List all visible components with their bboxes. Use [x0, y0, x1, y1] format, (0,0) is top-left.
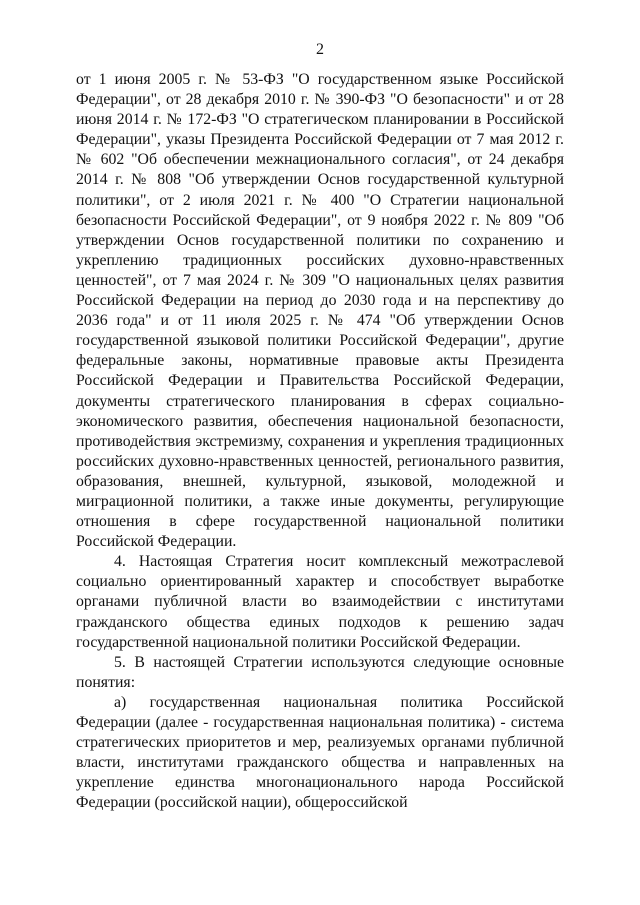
paragraph-legal-basis: от 1 июня 2005 г. № 53-ФЗ "О государственном языке Российской Федерации", от 28 декабря 2010 г. № 390-ФЗ "О безопасности" и от 28 июня 2014 г. № 172-ФЗ "О стратегическом планировании в Российской Федерации", указы Президента Российской Федерации от 7 мая 2012 г. № 602 "Об обеспечении межнационального согласия", от 24 декабря 2014 г. № 808 "Об утверждении Основ государственной культурной политики", от 2 июля 2021 г. № 400 "О Стратегии национальной безопасности Российской Федерации", от 9 ноября 2022 г. № 809 "Об утверждении Основ государственной политики по сохранению и укреплению традиционных российских духовно-нравственных ценностей", от 7 мая 2024 г. № 309 "О национальных целях развития Российской Федерации на период до 2030 года и на перспективу до 2036 года" и от 11 июля 2025 г. № 474 "Об утверждении Основ государственной языковой политики Российской Федерации", другие федеральные законы, нормативные правовые акты Президента Российской Федерации и Правительства Российской Федерации, документы стратегического планирования в сферах социально-экономического развития, обеспечения национальной безопасности, противодействия экстремизму, сохранения и укрепления традиционных российских духовно-нравственных ценностей, регионального развития, образования, внешней, культурной, языковой, молодежной и миграционной политики, а также иные документы, регулирующие отношения в сфере государственной национальной политики Российской Федерации.: [76, 71, 564, 551]
paragraph-item-5: 5. В настоящей Стратегии используются следующие основные понятия:: [76, 653, 564, 691]
document-body: [76, 70, 564, 813]
paragraph-item-5a: а) государственная национальная политика Российской Федерации (далее - государственная национальная политика) - система стратегических приоритетов и мер, реализуемых органами публичной власти, институтами гражданского общества и направленных на укрепление единства многонационального народа Российской Федерации (российской нации), общероссийской: [76, 693, 564, 812]
paragraph-item-4: 4. Настоящая Стратегия носит комплексный межотраслевой социально ориентированный характер и способствует выработке органами публичной власти во взаимодействии с институтами гражданского общества единых подходов к решению задач государственной национальной политики Российской Федерации.: [76, 553, 564, 651]
page-number: 2: [316, 41, 324, 58]
